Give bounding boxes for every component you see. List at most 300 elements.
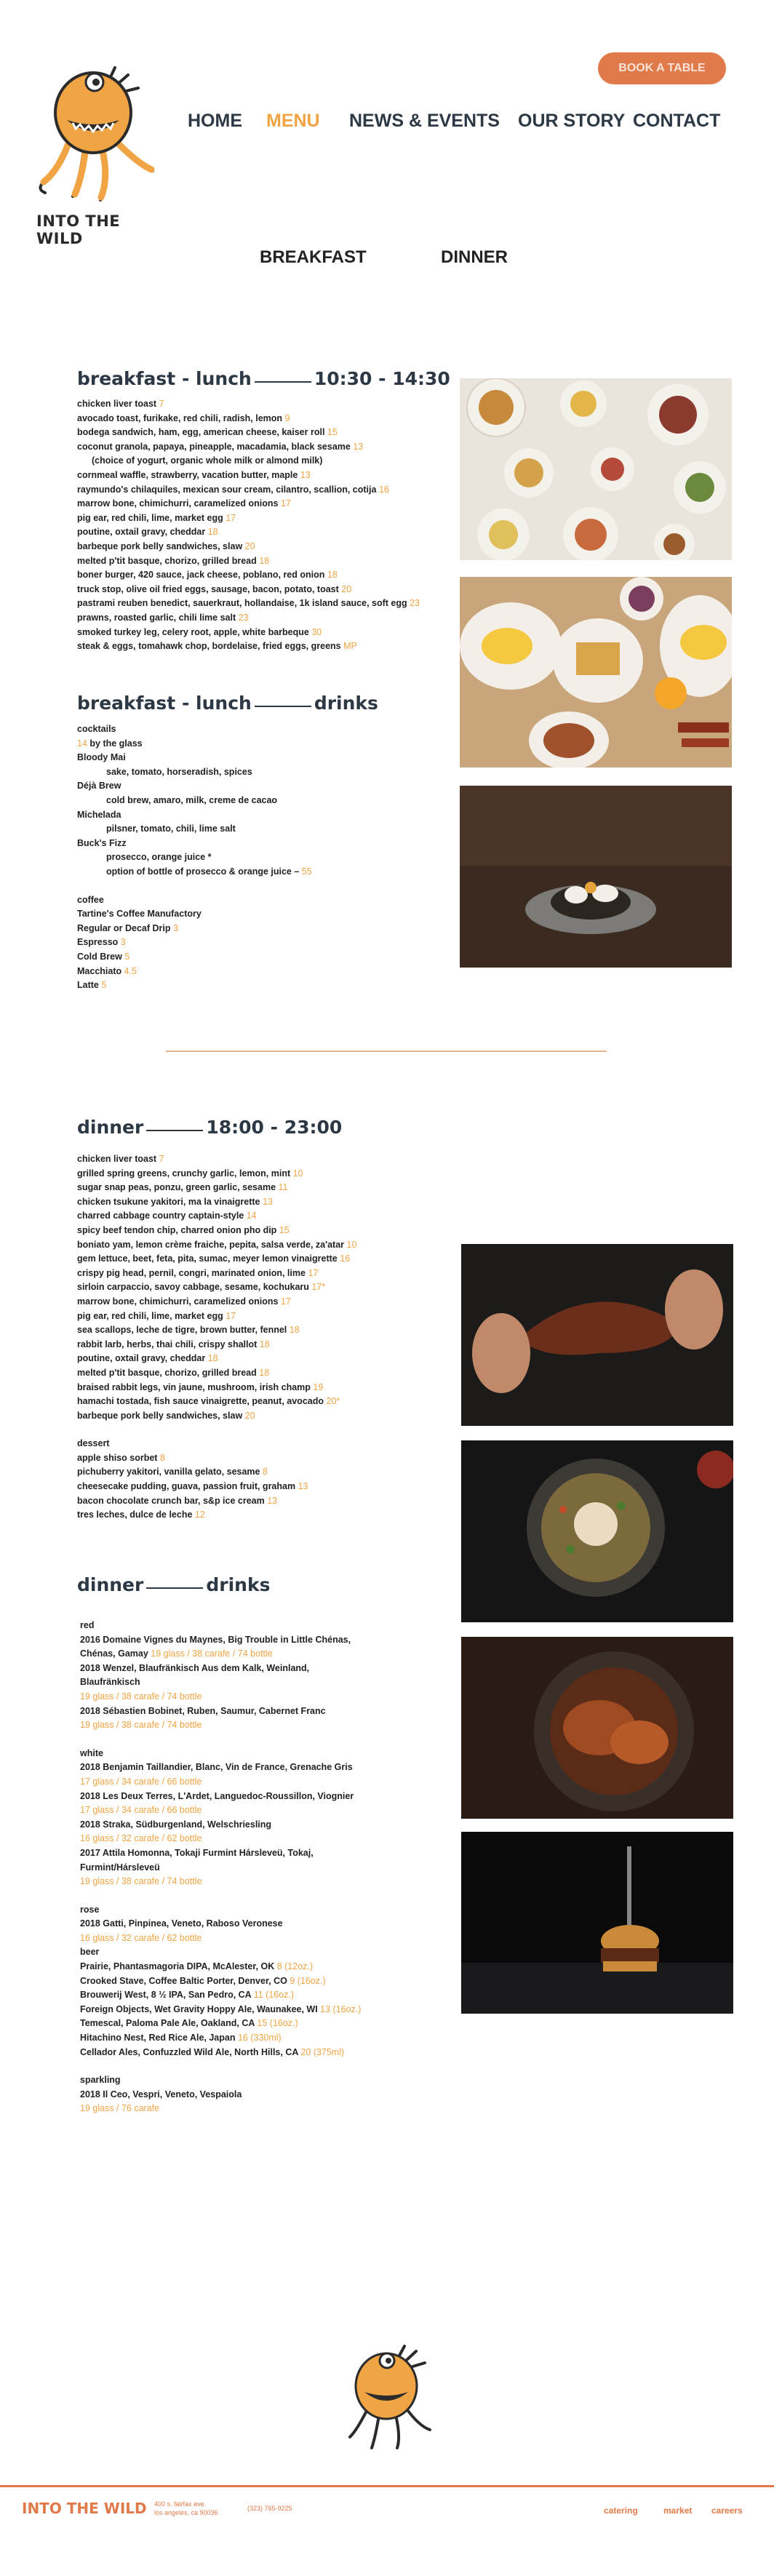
- menu-item-name: cocktails: [77, 724, 116, 734]
- menu-item: [77, 822, 312, 837]
- menu-item: [77, 1152, 356, 1167]
- menu-item-price: 16: [378, 484, 389, 495]
- menu-item-name: 2018 Wenzel, Blaufränkisch Aus dem Kalk, Weinland,: [80, 1662, 310, 1673]
- menu-item-name: pig ear, red chili, lime, market egg: [77, 512, 223, 523]
- menu-item-price: 19: [313, 1381, 324, 1392]
- photo-dinner-bowl: [461, 1440, 733, 1622]
- menu-item-price: 15: [279, 1224, 290, 1235]
- menu-item: [77, 583, 420, 597]
- menu-item-name: barbeque pork belly sandwiches, slaw: [77, 1410, 243, 1421]
- menu-item-name: prosecco, orange juice *: [106, 852, 212, 863]
- menu-item-name: truck stop, olive oil fried eggs, sausage, bacon, potato, toast: [77, 583, 339, 594]
- menu-item: [77, 1480, 356, 1494]
- menu-item: [80, 1931, 361, 1946]
- menu-item-price: 17: [280, 498, 291, 509]
- menu-item: [80, 1633, 361, 1648]
- list-spacer: [77, 1423, 356, 1437]
- menu-item: [77, 554, 420, 569]
- menu-item: [77, 540, 420, 554]
- menu-item: [77, 1338, 356, 1352]
- section-title-part: dinner: [77, 1117, 144, 1138]
- menu-item-name: beer: [80, 1947, 100, 1958]
- menu-item: [77, 965, 312, 979]
- menu-item-price: 15: [327, 427, 338, 438]
- menu-item-name: 2016 Domaine Vignes du Maynes, Big Trouble in Little Chénas,: [80, 1634, 351, 1645]
- menu-item-name: prawns, roasted garlic, chili lime salt: [77, 612, 236, 623]
- title-dash: [255, 706, 311, 707]
- menu-item-name: dessert: [77, 1438, 110, 1449]
- menu-item-name: coffee: [77, 894, 104, 905]
- menu-item: [77, 936, 312, 950]
- menu-item-name: sparkling: [80, 2075, 121, 2086]
- menu-item-price: 8: [159, 1452, 165, 1463]
- menu-item-price: 13: [353, 441, 364, 452]
- section-divider: [166, 1050, 607, 1052]
- menu-item: [80, 1775, 361, 1790]
- menu-item-name: Foreign Objects, Wet Gravity Hoppy Ale, Waunakee, WI: [80, 2003, 318, 2014]
- menu-item-price: 20: [244, 1410, 255, 1421]
- title-dash: [146, 1587, 203, 1589]
- menu-item-price: 7: [159, 399, 164, 409]
- photo-dinner-ribs-hands-art: [461, 1244, 733, 1426]
- menu-item: [80, 1875, 361, 1889]
- menu-item: [80, 1647, 361, 1662]
- menu-item-name: pichuberry yakitori, vanilla gelato, sesame: [77, 1467, 260, 1478]
- menu-item: [77, 1494, 356, 1509]
- title-dash: [255, 381, 311, 383]
- menu-item-name: Déjà Brew: [77, 781, 121, 791]
- menu-item: [80, 2017, 361, 2031]
- photo-breakfast-plated-dish: [460, 786, 732, 968]
- menu-item-name: Macchiato: [77, 965, 122, 976]
- menu-item-name: 2018 Sébastien Bobinet, Ruben, Saumur, Cabernet Franc: [80, 1705, 326, 1716]
- menu-item-price: 10: [346, 1239, 357, 1250]
- menu-item-name: Tartine's Coffee Manufactory: [77, 909, 202, 920]
- menu-item: [77, 1181, 356, 1195]
- menu-item-price: 18: [259, 555, 270, 566]
- menu-item: [77, 639, 420, 654]
- menu-item: [77, 468, 420, 483]
- menu-item-name: melted p'tit basque, chorizo, grilled bread: [77, 555, 257, 566]
- menu-item: [77, 454, 420, 468]
- menu-item-name: 2018 Benjamin Taillandier, Blanc, Vin de France, Grenache Gris: [80, 1762, 353, 1773]
- menu-item: [77, 794, 312, 808]
- menu-item-name: Crooked Stave, Coffee Baltic Porter, Denver, CO: [80, 1975, 287, 1986]
- menu-item: [77, 1238, 356, 1253]
- menu-item-price: 9 (16oz.): [290, 1975, 326, 1986]
- menu-item-name: pilsner, tomato, chili, lime salt: [106, 824, 236, 834]
- menu-item-name: pig ear, red chili, lime, market egg: [77, 1310, 223, 1321]
- menu-item-name: 2018 Gatti, Pinpinea, Veneto, Raboso Veronese: [80, 1918, 283, 1929]
- menu-item: [80, 1718, 361, 1733]
- menu-item-name: braised rabbit legs, vin jaune, mushroom, irish champ: [77, 1381, 311, 1392]
- menu-item: [77, 865, 312, 880]
- menu-item-price: 19 glass / 38 carafe / 74 bottle: [80, 1720, 202, 1731]
- menu-item: [77, 1267, 356, 1281]
- menu-item: [80, 1704, 361, 1719]
- menu-item-price: 17 glass / 34 carafe / 66 bottle: [80, 1776, 202, 1787]
- menu-item: [77, 412, 420, 426]
- menu-item-name: Temescal, Paloma Pale Ale, Oakland, CA: [80, 2018, 255, 2029]
- menu-item: [77, 1323, 356, 1338]
- menu-item-price: 18: [207, 527, 218, 538]
- menu-item-price: 19 glass / 76 carafe: [80, 2103, 160, 2114]
- menu-item-name: Michelada: [77, 809, 121, 820]
- footer-address: [154, 2500, 218, 2517]
- menu-item: [80, 1662, 361, 1676]
- menu-item: [77, 751, 312, 765]
- menu-item-name: marrow bone, chimichurri, caramelized onions: [77, 498, 279, 509]
- list-spacer: [80, 1733, 361, 1747]
- title-dash: [146, 1130, 203, 1131]
- menu-item-name: 2018 Les Deux Terres, L'Ardet, Languedoc-Roussillon, Viognier: [80, 1790, 354, 1801]
- menu-item-price: 23: [410, 598, 420, 609]
- menu-item-name: apple shiso sorbet: [77, 1452, 158, 1463]
- menu-item-name: crispy pig head, pernil, congri, marinated onion, lime: [77, 1267, 306, 1278]
- menu-item-name: cornmeal waffle, strawberry, vacation butter, maple: [77, 469, 298, 480]
- nav-menu[interactable]: MENU: [266, 111, 320, 131]
- menu-item: [77, 511, 420, 526]
- menu-item-price: 4.5: [124, 965, 137, 976]
- menu-item: [77, 1381, 356, 1395]
- menu-item: [80, 1760, 361, 1775]
- menu-item-name: Espresso: [77, 937, 119, 948]
- menu-item-price: 10: [292, 1168, 303, 1179]
- menu-item-price: 13: [300, 469, 311, 480]
- menu-item: [77, 1437, 356, 1451]
- menu-item-price: 15 (16oz.): [257, 2018, 298, 2029]
- list-spacer: [77, 880, 312, 893]
- footer-monster-icon: [339, 2342, 434, 2452]
- menu-item-price: 16: [340, 1253, 351, 1264]
- menu-item: [77, 611, 420, 626]
- photo-dinner-chicken-skillet: [461, 1637, 733, 1819]
- photo-breakfast-table-spread: [460, 378, 732, 560]
- menu-item-name: Latte: [77, 980, 99, 991]
- menu-item-name: by the glass: [89, 738, 143, 749]
- menu-item: [77, 426, 420, 440]
- menu-item-name: bodega sandwich, ham, egg, american cheese, kaiser roll: [77, 427, 325, 438]
- dinner-drinks-list: [80, 1619, 361, 2116]
- section-title-part: breakfast - lunch: [77, 693, 252, 714]
- menu-item: [77, 1224, 356, 1238]
- menu-item-price: 17: [308, 1267, 319, 1278]
- menu-item: [77, 483, 420, 498]
- menu-item-price: 17*: [311, 1282, 326, 1293]
- menu-item: [77, 1280, 356, 1295]
- menu-item-name: sea scallops, leche de tigre, brown butter, fennel: [77, 1325, 287, 1336]
- menu-item-price: 19 glass / 38 carafe / 74 bottle: [80, 1876, 202, 1887]
- menu-item: [80, 1675, 361, 1690]
- menu-item: [77, 837, 312, 851]
- menu-item-name: raymundo's chilaquiles, mexican sour cream, cilantro, scallion, cotija: [77, 484, 377, 495]
- menu-item-name: white: [80, 1747, 103, 1758]
- menu-item-name: Blaufränkisch: [80, 1677, 140, 1688]
- photo-breakfast-eggs-bacon: [460, 577, 732, 767]
- menu-item: [80, 1747, 361, 1761]
- menu-item-name: Furmint/Hársleveü: [80, 1862, 160, 1873]
- nav-our-story[interactable]: OUR STORY: [518, 111, 626, 131]
- menu-item-price: 20: [341, 583, 352, 594]
- menu-item-price: 18: [289, 1325, 300, 1336]
- menu-item-price: 13: [267, 1495, 278, 1506]
- menu-item-name: charred cabbage country captain-style: [77, 1211, 244, 1221]
- menu-item-name: spicy beef tendon chip, charred onion pho dip: [77, 1224, 277, 1235]
- menu-item-price: 20*: [326, 1396, 340, 1407]
- menu-item-price: 3: [120, 937, 126, 948]
- menu-item-price: 18: [259, 1339, 270, 1349]
- menu-item: [80, 2031, 361, 2046]
- photo-dinner-chicken-skillet-art: [461, 1637, 733, 1819]
- menu-item: [80, 2102, 361, 2116]
- menu-item-price: 8 (12oz.): [276, 1961, 314, 1972]
- menu-item-name: Prairie, Phantasmagoria DIPA, McAlester, OK: [80, 1961, 275, 1972]
- menu-item-price: 18: [327, 570, 338, 581]
- menu-item-name: poutine, oxtail gravy, cheddar: [77, 527, 206, 538]
- menu-item-price: 20 (375ml): [300, 2046, 345, 2057]
- menu-item: [80, 1790, 361, 1804]
- menu-item-name: marrow bone, chimichurri, caramelized onions: [77, 1296, 279, 1307]
- menu-item-name: Regular or Decaf Drip: [77, 922, 171, 933]
- menu-item: [77, 1395, 356, 1409]
- dinner-drinks-title: [77, 1574, 270, 1595]
- menu-item-price: MP: [343, 641, 357, 652]
- menu-item-name: Bloody Mai: [77, 752, 126, 763]
- menu-item: [77, 1352, 356, 1366]
- menu-item: [77, 525, 420, 540]
- menu-item-price: 14: [77, 738, 87, 749]
- menu-item-name: poutine, oxtail gravy, cheddar: [77, 1353, 206, 1364]
- menu-item-name: grilled spring greens, crunchy garlic, lemon, mint: [77, 1168, 291, 1179]
- menu-item: [80, 1832, 361, 1846]
- photo-dinner-burger-art: [461, 1832, 733, 2014]
- menu-item-name: tres leches, dulce de leche: [77, 1510, 193, 1520]
- menu-item: [77, 1295, 356, 1309]
- menu-item-price: 20: [244, 541, 255, 551]
- menu-item-name: 2018 Il Ceo, Vespri, Veneto, Vespaiola: [80, 2089, 242, 2100]
- menu-item-price: 11 (16oz.): [253, 1990, 295, 2001]
- menu-item-name: chicken liver toast: [77, 399, 157, 409]
- menu-item-name: 2018 Straka, Südburgenland, Welschriesling: [80, 1819, 272, 1830]
- menu-item: [80, 1960, 361, 1974]
- menu-item-name: cold brew, amaro, milk, creme de cacao: [106, 794, 278, 805]
- menu-item-price: 18: [259, 1367, 270, 1378]
- menu-item: [77, 1195, 356, 1210]
- menu-item-price: 3: [173, 922, 178, 933]
- menu-item: [77, 722, 312, 737]
- footer-logo-text[interactable]: INTO THE WILD: [22, 2500, 147, 2517]
- menu-item-price: 9: [284, 412, 290, 423]
- menu-item-name: Chénas, Gamay: [80, 1648, 148, 1659]
- section-subtitle: drinks: [314, 693, 378, 714]
- nav-home[interactable]: HOME: [188, 111, 242, 131]
- dinner-title: [77, 1117, 342, 1138]
- menu-item-price: 16 glass / 32 carafe / 62 bottle: [80, 1833, 202, 1844]
- menu-item-price: 13: [262, 1196, 273, 1207]
- menu-item-name: sake, tomato, horseradish, spices: [106, 766, 252, 777]
- menu-item-price: 7: [159, 1154, 164, 1164]
- logo-text: INTO THE WILD: [36, 212, 121, 247]
- menu-item: [77, 1508, 356, 1523]
- menu-item: [77, 626, 420, 640]
- menu-item-name: smoked turkey leg, celery root, apple, white barbeque: [77, 626, 309, 637]
- menu-item: [77, 808, 312, 823]
- footer-divider: [0, 2485, 774, 2487]
- menu-item-name: 2017 Attila Homonna, Tokaji Furmint Hársleveü, Tokaj,: [80, 1847, 314, 1858]
- menu-item-name: boniato yam, lemon crème fraiche, pepita, salsa verde, za'atar: [77, 1239, 345, 1250]
- menu-item-name: cheesecake pudding, guava, passion fruit, graham: [77, 1481, 296, 1492]
- menu-item: [77, 1451, 356, 1466]
- menu-item-price: 55: [301, 866, 312, 877]
- menu-item: [77, 440, 420, 455]
- menu-item-name: option of bottle of prosecco & orange juice –: [106, 866, 300, 877]
- menu-item: [77, 978, 312, 993]
- tab-dinner[interactable]: DINNER: [441, 247, 508, 267]
- menu-item-price: 13: [298, 1481, 308, 1492]
- menu-item: [77, 1209, 356, 1224]
- menu-item-price: 17: [226, 512, 236, 523]
- breakfast-food-list: [77, 397, 420, 654]
- menu-item-name: Brouwerij West, 8 ½ IPA, San Pedro, CA: [80, 1990, 252, 2001]
- photo-breakfast-eggs-bacon-art: [460, 577, 732, 767]
- menu-item-price: 17 glass / 34 carafe / 66 bottle: [80, 1805, 202, 1816]
- breakfast-drinks-list: [77, 722, 312, 993]
- menu-item-name: hamachi tostada, fish sauce vinaigrette, peanut, avocado: [77, 1396, 324, 1407]
- menu-item-name: sirloin carpaccio, savoy cabbage, sesame, kochukaru: [77, 1282, 309, 1293]
- monster-logo[interactable]: [29, 62, 160, 207]
- menu-item-name: melted p'tit basque, chorizo, grilled bread: [77, 1367, 257, 1378]
- menu-item-name: bacon chocolate crunch bar, s&p ice cream: [77, 1495, 265, 1506]
- menu-item-name: Buck's Fizz: [77, 837, 127, 848]
- menu-item: [80, 1803, 361, 1818]
- breakfast-lunch-title: [77, 368, 450, 389]
- menu-item: [80, 1903, 361, 1918]
- menu-item: [77, 893, 312, 908]
- menu-item: [77, 397, 420, 412]
- menu-item-name: rose: [80, 1904, 100, 1915]
- footer-address-line2: los angeles, ca 90036: [154, 2509, 218, 2516]
- menu-item-name: rabbit larb, herbs, thai chili, crispy shallot: [77, 1339, 258, 1349]
- list-spacer: [80, 1889, 361, 1903]
- section-hours: 18:00 - 23:00: [206, 1117, 343, 1138]
- menu-item: [80, 1818, 361, 1833]
- menu-item-price: 30: [311, 626, 322, 637]
- menu-item-name: coconut granola, papaya, pineapple, macadamia, black sesame: [77, 441, 351, 452]
- menu-item-name: gem lettuce, beet, feta, pita, sumac, meyer lemon vinaigrette: [77, 1253, 338, 1264]
- footer-link-careers[interactable]: careers: [711, 2505, 743, 2516]
- photo-breakfast-table-spread-art: [460, 378, 732, 560]
- menu-item-name: boner burger, 420 sauce, jack cheese, poblano, red onion: [77, 570, 325, 581]
- footer-link-catering[interactable]: catering: [604, 2505, 638, 2516]
- section-title-part: breakfast - lunch: [77, 368, 252, 389]
- menu-item-price: 16 glass / 32 carafe / 62 bottle: [80, 1932, 202, 1943]
- menu-item-price: 16 (330ml): [237, 2033, 282, 2043]
- menu-item: [77, 950, 312, 965]
- menu-item-price: 13 (16oz.): [320, 2003, 362, 2014]
- menu-item-price: 17: [226, 1310, 236, 1321]
- photo-dinner-ribs-hands: [461, 1244, 733, 1426]
- menu-item: [77, 1409, 356, 1424]
- breakfast-drinks-title: [77, 693, 378, 714]
- menu-item-price: 14: [246, 1211, 257, 1221]
- menu-item-name: barbeque pork belly sandwiches, slaw: [77, 541, 243, 551]
- menu-item-price: 11: [278, 1182, 288, 1193]
- menu-item-price: 17: [280, 1296, 291, 1307]
- photo-breakfast-plated-dish-art: [460, 786, 732, 968]
- menu-item: [77, 922, 312, 936]
- nav-contact[interactable]: CONTACT: [633, 111, 721, 131]
- menu-item-name: (choice of yogurt, organic whole milk or almond milk): [92, 455, 323, 466]
- menu-item: [80, 2046, 361, 2060]
- menu-item-price: 19 glass / 38 carafe / 74 bottle: [151, 1648, 273, 1659]
- menu-item-name: pastrami reuben benedict, sauerkraut, hollandaise, 1k island sauce, soft egg: [77, 598, 407, 609]
- menu-item: [77, 1252, 356, 1267]
- menu-item: [77, 1366, 356, 1381]
- photo-dinner-burger: [461, 1832, 733, 2014]
- menu-item: [80, 1974, 361, 1989]
- menu-item: [80, 2003, 361, 2017]
- footer-link-market[interactable]: market: [663, 2505, 693, 2516]
- menu-item-name: sugar snap peas, ponzu, green garlic, sesame: [77, 1182, 276, 1193]
- menu-item: [77, 779, 312, 794]
- menu-item-price: 5: [124, 951, 130, 962]
- menu-item-price: 8: [262, 1467, 268, 1478]
- menu-item-name: Cellador Ales, Confuzzled Wild Ale, North Hills, CA: [80, 2046, 298, 2057]
- menu-item: [80, 1619, 361, 1633]
- menu-item-name: red: [80, 1620, 95, 1630]
- menu-item: [77, 1167, 356, 1181]
- tab-breakfast[interactable]: BREAKFAST: [260, 247, 367, 267]
- menu-item-name: steak & eggs, tomahawk chop, bordelaise, fried eggs, greens: [77, 641, 341, 652]
- menu-item-price: 19 glass / 38 carafe / 74 bottle: [80, 1691, 202, 1702]
- footer-phone[interactable]: (323) 765-9225: [247, 2505, 292, 2512]
- section-title-part: dinner: [77, 1574, 144, 1595]
- menu-item-name: Hitachino Nest, Red Rice Ale, Japan: [80, 2033, 236, 2043]
- menu-item: [77, 765, 312, 780]
- menu-item: [77, 597, 420, 611]
- menu-item: [80, 1917, 361, 1931]
- dinner-food-list: [77, 1152, 356, 1523]
- menu-item: [80, 1861, 361, 1875]
- menu-item-name: Cold Brew: [77, 951, 122, 962]
- photo-dinner-bowl-art: [461, 1440, 733, 1622]
- menu-item: [80, 1690, 361, 1704]
- menu-item-price: 5: [101, 980, 107, 991]
- menu-item: [77, 737, 312, 751]
- section-subtitle: drinks: [206, 1574, 271, 1595]
- menu-item: [77, 850, 312, 865]
- menu-item-price: 18: [207, 1353, 218, 1364]
- menu-item: [77, 1465, 356, 1480]
- footer-address-line1: 400 s. fairfax ave.: [154, 2500, 207, 2508]
- menu-item-name: chicken liver toast: [77, 1154, 157, 1164]
- menu-item-name: avocado toast, furikake, red chili, radish, lemon: [77, 412, 283, 423]
- menu-item: [77, 907, 312, 922]
- nav-news-events[interactable]: NEWS & EVENTS: [349, 111, 500, 131]
- menu-item: [80, 1945, 361, 1960]
- list-spacer: [80, 2059, 361, 2073]
- menu-item: [80, 1846, 361, 1861]
- menu-item: [77, 497, 420, 511]
- menu-item: [80, 2088, 361, 2102]
- menu-item: [77, 1309, 356, 1324]
- menu-item-name: chicken tsukune yakitori, ma la vinaigrette: [77, 1196, 260, 1207]
- menu-item: [77, 568, 420, 583]
- menu-item-price: 23: [238, 612, 249, 623]
- section-hours: 10:30 - 14:30: [314, 368, 450, 389]
- book-a-table-button[interactable]: BOOK A TABLE: [598, 52, 726, 84]
- menu-item: [80, 1988, 361, 2003]
